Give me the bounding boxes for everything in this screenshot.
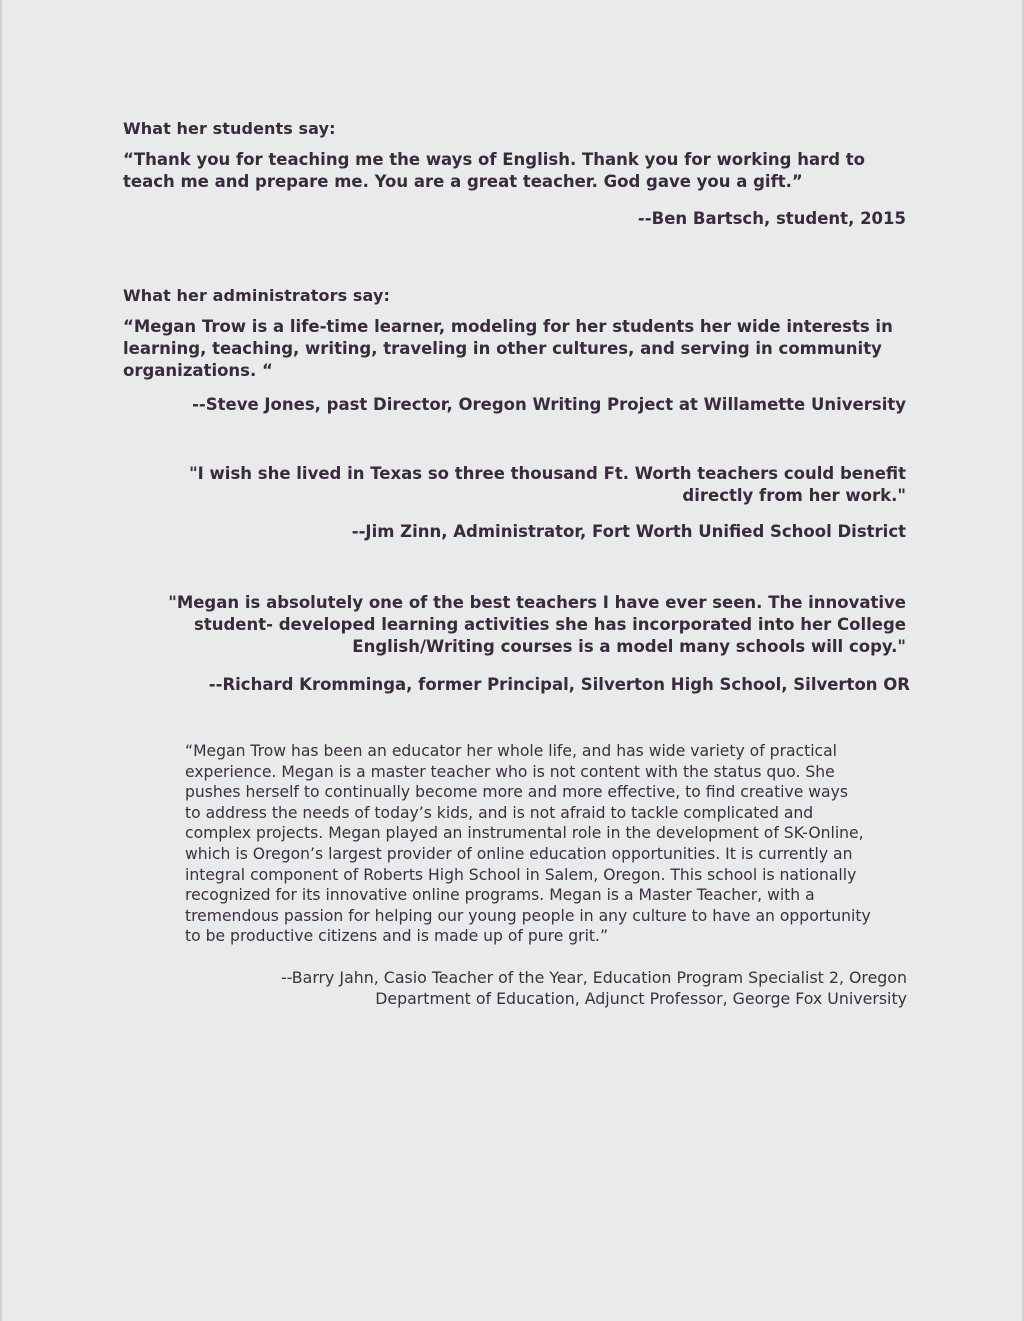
admin-quote-4-line: to be productive citizens and is made up of pure grit.”	[185, 927, 609, 946]
admin-quote-3-line: student- developed learning activities she has incorporated into her College	[194, 615, 906, 634]
admin-quote-4-line: tremendous passion for helping our young people in any culture to have an opportunity	[185, 906, 871, 925]
admin-quote-2-attribution: --Jim Zinn, Administrator, Fort Worth Unified School District	[351, 522, 906, 541]
admin-quote-3-attribution: --Richard Kromminga, former Principal, Silverton High School, Silverton OR	[208, 675, 910, 694]
admin-quote-3-line: English/Writing courses is a model many schools will copy."	[352, 637, 906, 656]
students-heading: What her students say:	[123, 119, 336, 138]
admin-quote-4-attribution	[187, 967, 907, 1009]
admin-quote-2	[146, 463, 906, 507]
admin-quote-4-attribution-line: Department of Education, Adjunct Professor, George Fox University	[375, 989, 907, 1008]
admin-quote-4-line: to address the needs of today’s kids, and is not afraid to tackle complicated and	[185, 803, 814, 822]
admin-quote-3-line: "Megan is absolutely one of the best teachers I have ever seen. The innovative	[168, 593, 906, 612]
admin-quote-4-attribution-line: --Barry Jahn, Casio Teacher of the Year, Education Program Specialist 2, Oregon	[280, 968, 907, 987]
admin-quote-1-line: learning, teaching, writing, traveling in other cultures, and serving in community	[123, 339, 882, 358]
student-quote-line: “Thank you for teaching me the ways of English. Thank you for working hard to	[123, 150, 866, 169]
admin-quote-4-line: “Megan Trow has been an educator her whole life, and has wide variety of practical	[185, 742, 838, 760]
admin-quote-4-line: complex projects. Megan played an instrumental role in the development of SK-Online,	[185, 824, 864, 843]
admin-quote-4-line: which is Oregon’s largest provider of online education opportunities. It is currently an	[185, 844, 853, 863]
admin-quote-2-line: "I wish she lived in Texas so three thousand Ft. Worth teachers could benefit	[189, 464, 906, 483]
admin-quote-4-line: recognized for its innovative online programs. Megan is a Master Teacher, with a	[185, 886, 815, 905]
admin-quote-4-line: experience. Megan is a master teacher who is not content with the status quo. She	[185, 762, 835, 781]
admin-quote-2-line: directly from her work."	[682, 486, 906, 505]
admin-quote-1-attribution: --Steve Jones, past Director, Oregon Writing Project at Willamette University	[192, 395, 906, 414]
page-edge-left	[0, 0, 2, 1321]
admin-quote-4	[185, 741, 907, 947]
student-quote-line: teach me and prepare me. You are a great teacher. God gave you a gift.”	[123, 172, 803, 191]
admin-quote-4-line: integral component of Roberts High School in Salem, Oregon. This school is nationally	[185, 865, 857, 884]
admin-quote-1-line: organizations. “	[123, 361, 273, 380]
admin-quote-1-line: “Megan Trow is a life-time learner, modeling for her students her wide interests in	[123, 317, 893, 336]
administrators-heading: What her administrators say:	[123, 286, 390, 305]
student-attribution: --Ben Bartsch, student, 2015	[637, 209, 906, 228]
admin-quote-3	[126, 592, 906, 658]
admin-quote-4-line: pushes herself to continually become more and more effective, to find creative ways	[185, 783, 848, 802]
student-quote	[123, 149, 923, 193]
admin-quote-1	[123, 316, 923, 382]
